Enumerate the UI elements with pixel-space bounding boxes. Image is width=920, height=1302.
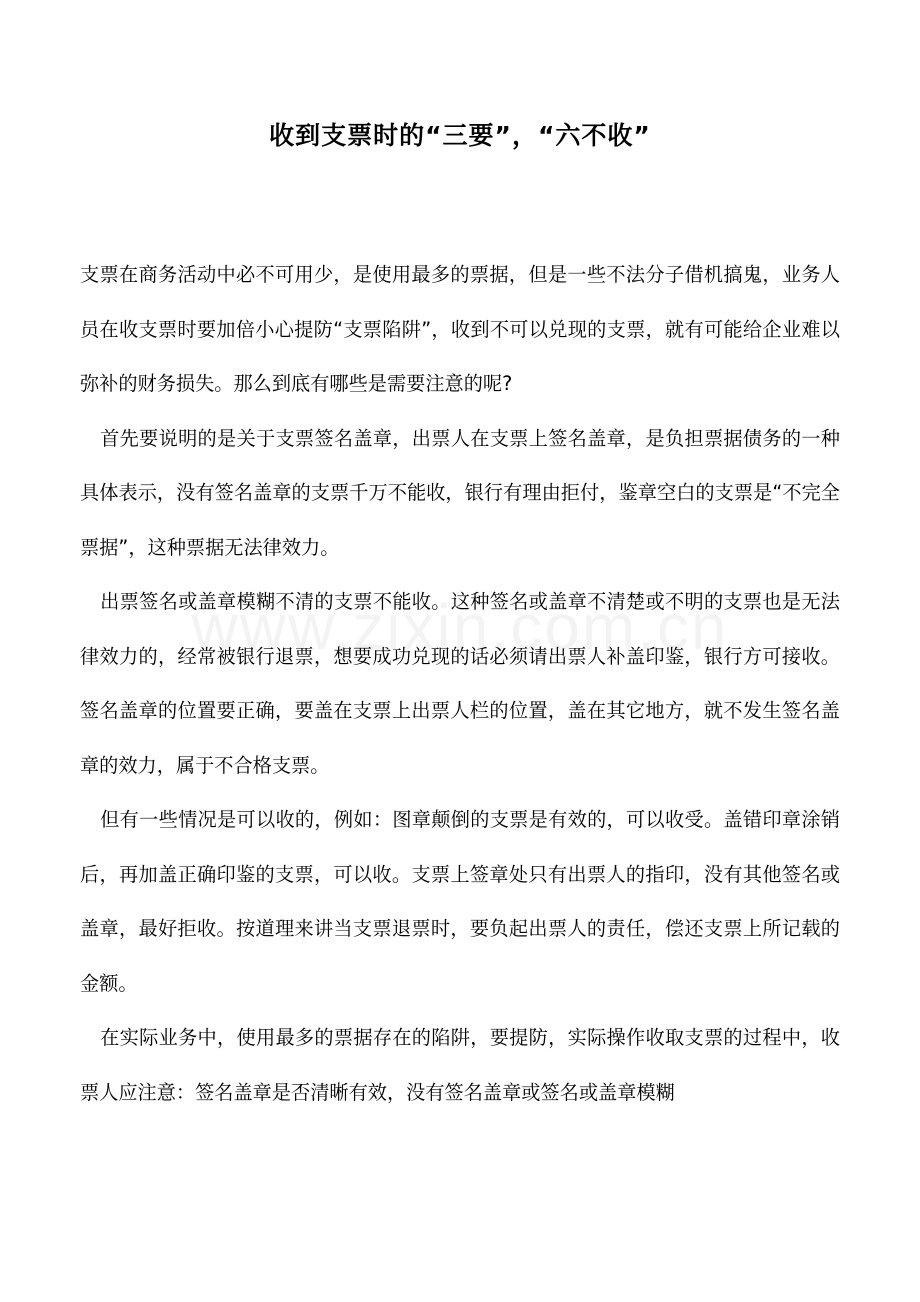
- paragraph-acceptable-cases: 但有一些情况是可以收的，例如：图章颠倒的支票是有效的，可以收受。盖错印章涂销后，再加盖正确印鉴的支票，可以收。支票上签章处只有出票人的指印，没有其他签名或盖章，最好拒收。按道理来讲当支票退票时，要负起出票人的责任，偿还支票上所记载的金额。: [80, 808, 840, 995]
- paragraph-signature: 首先要说明的是关于支票签名盖章，出票人在支票上签名盖章，是负担票据债务的一种具体表示，没有签名盖章的支票千万不能收，银行有理由拒付，鉴章空白的支票是“不完全票据”，这种票据无法律效力。: [80, 426, 840, 559]
- paragraph-blurry-seal: 出票签名或盖章模糊不清的支票不能收。这种签名或盖章不清楚或不明的支票也是无法律效力的，经常被银行退票，想要成功兑现的话必须请出票人补盖印鉴，银行方可接收。签名盖章的位置要正确，要盖在支票上出票人栏的位置，盖在其它地方，就不发生签名盖章的效力，属于不合格支票。: [80, 590, 840, 777]
- document-body: [80, 248, 840, 1120]
- paragraph-intro: 支票在商务活动中必不可用少，是使用最多的票据，但是一些不法分子借机搞鬼，业务人员在收支票时要加倍小心提防“支票陷阱”，收到不可以兑现的支票，就有可能给企业难以弥补的财务损失。那么到底有哪些是需要注意的呢?: [80, 263, 840, 395]
- document-title: 收到支票时的“三要”，“六不收”: [269, 121, 651, 150]
- paragraph-practice: 在实际业务中，使用最多的票据存在的陷阱，要提防，实际操作收取支票的过程中，收票人应注意：签名盖章是否清晰有效，没有签名盖章或签名或盖章模糊: [80, 1026, 840, 1104]
